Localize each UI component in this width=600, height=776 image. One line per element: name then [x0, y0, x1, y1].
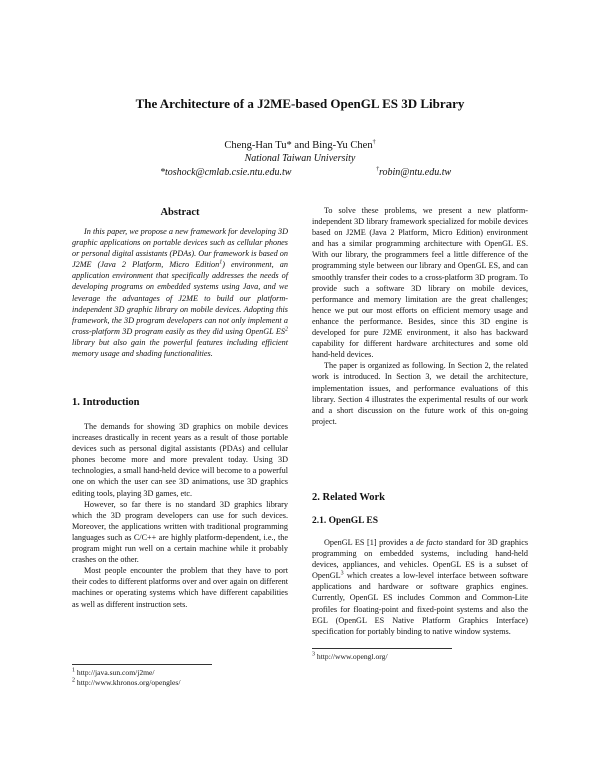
opengl-text-emphasis: de facto [416, 538, 443, 547]
footnote-2-text: http://www.khronos.org/opengles/ [75, 678, 181, 687]
footnote-3-mark: 3 [312, 651, 315, 658]
intro-heading: 1. Introduction [72, 397, 140, 408]
footnote-3 [312, 652, 528, 662]
paper-title: The Architecture of a J2ME-based OpenGL ES 3D Library [135, 96, 465, 111]
footnote-3-text: http://www.opengl.org/ [315, 652, 388, 661]
abstract-footnote-mark-2: 2 [285, 326, 288, 333]
right-paragraph-2: The paper is organized as following. In Section 2, the related work is introduced. In Section 3, we detail the architecture, implementation issues, and performance evaluations of this library. Section 4 illustrates the experimental results of our work and a short discussion on the future work of this on-going project. [312, 361, 528, 426]
footnote-rule-left [72, 664, 212, 665]
opengl-footnote-mark-3: 3 [340, 570, 344, 577]
affiliation: National Taiwan University [244, 153, 356, 164]
footnote-1-mark: 1 [72, 667, 75, 674]
intro-paragraph-1: The demands for showing 3D graphics on mobile devices increases drastically in recent years as a result of those portable devices such as personal digital assistants (PDAs) and cellular phones become more and more prevalent today. Using 3D technologies, a small hand-held device will become to a powerful one on which the user can see 3D animations, use 3D graphics editing tools, playing 3D games, etc. [72, 422, 288, 498]
abstract-heading: Abstract [160, 207, 200, 218]
opengl-es-heading: 2.1. OpenGL ES [312, 516, 378, 526]
footnote-2-mark: 2 [72, 677, 75, 684]
intro-paragraph-3: Most people encounter the problem that they have to port their codes to different platforms over and over again on different machines or operating systems which have different capabilities as well as different instruction sets. [72, 566, 288, 609]
email-right-mark: † [376, 166, 379, 173]
footnotes-left [72, 668, 288, 688]
email-right [376, 167, 451, 178]
intro-paragraph-2: However, so far there is no standard 3D graphics library which the 3D program developers can use for such devices. Moreover, the applications written with traditional programming languages such as C/C++ are highly platform-dependent, i.e., the program might run well on a certain machine while it probably crashes on the other. [72, 499, 288, 565]
opengl-text-a: OpenGL ES [1] provides a [324, 538, 417, 547]
author-dagger-mark: † [372, 139, 376, 146]
abstract-body [72, 226, 288, 359]
right-paragraph-1: To solve these problems, we present a new platform-independent 3D library framework specialized for mobile devices based on J2ME (Java 2 Platform, Micro Edition) environment and has a similar programming architecture with OpenGL ES. With our library, the programmers feel a little difference of the programming style between our library and OpenGL ES, and can smoothly transfer their codes to a cross-platform 3D program. To provide such a software 3D library on mobile devices, performance and memory limitation are the great challenges; hence we put our most efforts on efficient memory usage and enhance the performance. Besides, since this 3D engine is developed for pure J2ME environment, it also has backward capability for different hardware architectures and some old hand-held devices. [312, 206, 528, 360]
email-left: *toshock@cmlab.csie.ntu.edu.tw [160, 167, 292, 178]
opengl-es-paragraph [312, 537, 528, 637]
authors-text: Cheng-Han Tu* and Bing-Yu Chen [224, 140, 373, 151]
footnote-rule-right [312, 648, 452, 649]
opengl-text-b: standard for 3D graphics programming on embedded systems, including hand-held devices, appliances, and vehicles. OpenGL ES is a subset of OpenGL [312, 538, 529, 581]
abstract-text-c: library but also gain the powerful features including efficient memory usage and shading functionalities. [72, 337, 288, 359]
abstract-text-b: ) environment, an application environment that specifically addresses the needs of developing programs on embedded systems using Java, and we leverage the advantages of J2ME to build our platform-independent 3D graphic library on mobile devices. Adopting this framework, the 3D program developers can not only implement a cross-platform 3D program easily as they did using OpenGL ES [72, 260, 288, 336]
footnote-2 [72, 678, 288, 688]
footnote-1 [72, 668, 288, 678]
abstract-paragraph [72, 226, 288, 359]
related-work-heading: 2. Related Work [312, 492, 386, 503]
opengl-es-body [312, 537, 528, 637]
intro-body [72, 421, 288, 610]
abstract-text-a: In this paper, we propose a new framework for developing 3D graphic applications on portable devices such as cellular phones or personal digital assistants (PDAs). Our framework is based on J2ME (Java 2 Platform, Micro Edition [72, 227, 288, 270]
email-right-text: robin@ntu.edu.tw [379, 167, 452, 178]
footnotes-right [312, 652, 528, 662]
opengl-text-c: which creates a low-level interface between software applications and hardware or software graphics engines. Currently, OpenGL ES includes Common and Common-Lite profiles for floating-point and fixed-point systems and also the EGL (OpenGL ES Native Platform Graphics Interface) specification for portably binding to native window systems. [312, 571, 528, 636]
footnote-1-text: http://java.sun.com/j2me/ [75, 668, 155, 677]
right-body-top [312, 205, 528, 427]
author-list [0, 140, 600, 151]
abstract-footnote-mark-1: 1 [219, 259, 223, 266]
